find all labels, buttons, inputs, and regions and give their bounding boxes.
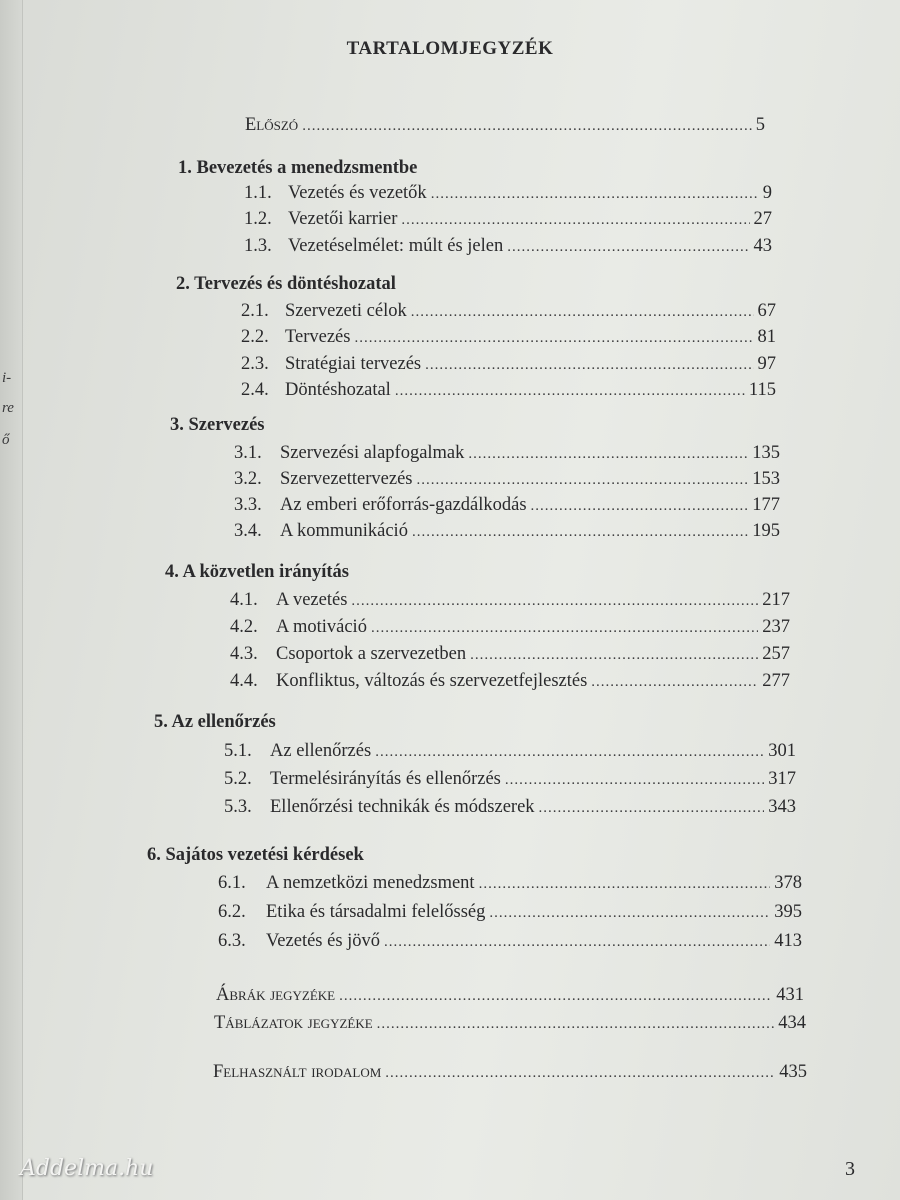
toc-entry: [234, 469, 780, 495]
page-number: 3: [845, 1158, 855, 1180]
section-page: 343: [768, 797, 796, 817]
section-number: 4.2.: [230, 617, 258, 637]
section-label: Csoportok a szervezetben: [276, 644, 467, 664]
leader-dots: [354, 330, 753, 347]
toc-entry: [241, 380, 776, 406]
section-number: 2.1.: [241, 301, 269, 321]
section-label: Ellenőrzési technikák és módszerek: [270, 797, 535, 817]
leader-dots: [384, 934, 770, 951]
section-page: 97: [757, 354, 776, 374]
section-number: 4.3.: [230, 644, 258, 664]
leader-dots: [371, 620, 758, 637]
toc-entry: [244, 236, 772, 262]
section-page: 317: [768, 769, 796, 789]
section-page: 217: [762, 590, 790, 610]
section-number: 3.4.: [234, 521, 262, 541]
section-page: 395: [774, 902, 802, 922]
section-page: 153: [752, 469, 780, 489]
toc-entry-tables: [214, 1013, 806, 1039]
leader-dots: [377, 1016, 775, 1033]
section-label: Döntéshozatal: [285, 380, 391, 400]
leader-dots: [489, 905, 770, 922]
leader-dots: [505, 772, 764, 789]
section-label: Konfliktus, változás és szervezetfejlesztés: [276, 671, 588, 691]
toc-entry: [244, 209, 772, 235]
section-label: A vezetés: [276, 590, 348, 610]
leader-dots: [395, 383, 745, 400]
entry-label: Táblázatok jegyzéke: [214, 1013, 373, 1033]
leader-dots: [417, 472, 749, 489]
leader-dots: [425, 357, 753, 374]
section-page: 237: [762, 617, 790, 637]
section-number: 3.2.: [234, 469, 262, 489]
leader-dots: [351, 593, 758, 610]
entry-label: Előszó: [245, 115, 299, 135]
section-page: 277: [762, 671, 790, 691]
section-label: Vezetés és vezetők: [288, 183, 427, 203]
section-page: 257: [762, 644, 790, 664]
section-page: 301: [768, 741, 796, 761]
section-label: Szervezési alapfogalmak: [280, 443, 465, 463]
section-label: Az emberi erőforrás-gazdálkodás: [280, 495, 527, 515]
chapter-heading: 2. Tervezés és döntéshozatal: [176, 274, 396, 294]
section-label: Szervezettervezés: [280, 469, 413, 489]
section-number: 1.3.: [244, 236, 272, 256]
chapter-heading: 1. Bevezetés a menedzsmentbe: [178, 158, 418, 178]
section-number: 6.1.: [218, 873, 246, 893]
margin-fragment: re: [2, 400, 14, 416]
section-label: Szervezeti célok: [285, 301, 407, 321]
section-label: A nemzetközi menedzsment: [266, 873, 475, 893]
toc-entry: [224, 741, 796, 767]
leader-dots: [385, 1065, 775, 1082]
chapter-heading: 4. A közvetlen irányítás: [165, 562, 349, 582]
leader-dots: [591, 674, 758, 691]
section-number: 1.1.: [244, 183, 272, 203]
toc-entry: [224, 769, 796, 795]
toc-entry: [230, 671, 790, 697]
section-page: 43: [753, 236, 772, 256]
leader-dots: [479, 876, 771, 893]
previous-page-edge: [0, 0, 23, 1200]
leader-dots: [375, 744, 764, 761]
leader-dots: [411, 304, 754, 321]
toc-entry: [230, 644, 790, 670]
section-number: 6.2.: [218, 902, 246, 922]
entry-page: 431: [776, 985, 804, 1005]
section-label: Az ellenőrzés: [270, 741, 372, 761]
margin-fragment: ő: [2, 432, 10, 448]
entry-page: 435: [779, 1062, 807, 1082]
toc-entry: [218, 902, 802, 928]
toc-entry: [244, 183, 772, 209]
leader-dots: [401, 212, 749, 229]
toc-entry: [241, 354, 776, 380]
section-label: A motiváció: [276, 617, 367, 637]
section-page: 81: [757, 327, 776, 347]
section-number: 4.4.: [230, 671, 258, 691]
section-number: 2.4.: [241, 380, 269, 400]
section-number: 3.3.: [234, 495, 262, 515]
leader-dots: [507, 239, 749, 256]
section-page: 378: [774, 873, 802, 893]
toc-entry: [230, 617, 790, 643]
chapter-heading: 3. Szervezés: [170, 415, 265, 435]
leader-dots: [468, 446, 748, 463]
toc-entry-preface: [245, 115, 765, 141]
entry-page: 434: [778, 1013, 806, 1033]
chapter-heading: 6. Sajátos vezetési kérdések: [147, 845, 364, 865]
section-label: Tervezés: [285, 327, 351, 347]
chapter-heading: 5. Az ellenőrzés: [154, 712, 276, 732]
entry-page: 5: [755, 115, 765, 135]
page-title: TARTALOMJEGYZÉK: [346, 38, 554, 59]
section-page: 115: [748, 380, 776, 400]
section-label: Etika és társadalmi felelősség: [266, 902, 486, 922]
leader-dots: [412, 524, 748, 541]
watermark-logo: Addelma.hu: [20, 1156, 154, 1181]
toc-entry: [224, 797, 796, 823]
section-label: Termelésirányítás és ellenőrzés: [270, 769, 501, 789]
toc-entry-bibliography: [213, 1062, 807, 1088]
leader-dots: [531, 498, 749, 515]
section-page: 177: [752, 495, 780, 515]
leader-dots: [470, 647, 758, 664]
leader-dots: [539, 800, 765, 817]
section-label: Vezetői karrier: [288, 209, 398, 229]
section-page: 27: [753, 209, 772, 229]
section-number: 2.2.: [241, 327, 269, 347]
entry-label: Felhasznált irodalom: [213, 1062, 382, 1082]
toc-entry: [241, 327, 776, 353]
section-number: 5.1.: [224, 741, 252, 761]
section-number: 5.3.: [224, 797, 252, 817]
leader-dots: [431, 186, 759, 203]
toc-entry: [241, 301, 776, 327]
toc-entry: [230, 590, 790, 616]
section-number: 3.1.: [234, 443, 262, 463]
section-page: 413: [774, 931, 802, 951]
section-page: 9: [762, 183, 772, 203]
section-label: A kommunikáció: [280, 521, 408, 541]
section-page: 195: [752, 521, 780, 541]
leader-dots: [339, 988, 772, 1005]
section-number: 1.2.: [244, 209, 272, 229]
section-number: 6.3.: [218, 931, 246, 951]
toc-entry: [218, 931, 802, 957]
section-number: 2.3.: [241, 354, 269, 374]
toc-entry: [234, 521, 780, 547]
section-label: Vezetés és jövő: [266, 931, 381, 951]
margin-fragment: i-: [2, 370, 12, 386]
leader-dots: [302, 118, 752, 135]
section-label: Vezetéselmélet: múlt és jelen: [288, 236, 504, 256]
toc-entry-figures: [216, 985, 804, 1011]
toc-entry: [218, 873, 802, 899]
toc-entry: [234, 495, 780, 521]
section-page: 135: [752, 443, 780, 463]
section-number: 4.1.: [230, 590, 258, 610]
entry-label: Ábrák jegyzéke: [216, 985, 336, 1005]
toc-entry: [234, 443, 780, 469]
section-number: 5.2.: [224, 769, 252, 789]
section-page: 67: [757, 301, 776, 321]
section-label: Stratégiai tervezés: [285, 354, 422, 374]
